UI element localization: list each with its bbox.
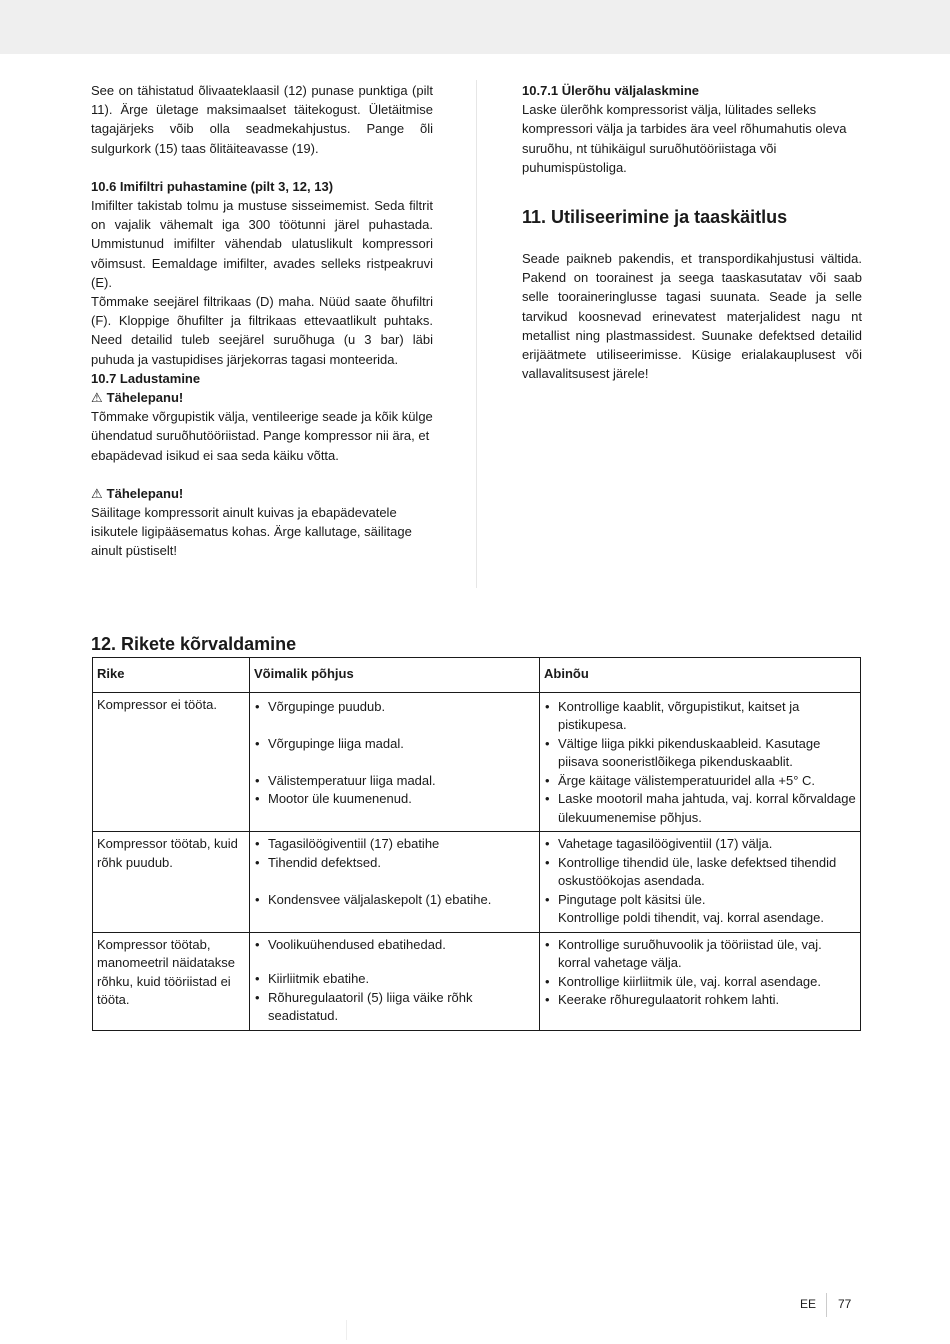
- fault-cell: Kompressor töötab, kuid rõhk puudub.: [93, 832, 250, 933]
- heading-12: 12. Rikete kõrvaldamine: [91, 634, 297, 654]
- list-item: • Voolikuühendused ebatihedad.: [254, 936, 535, 955]
- troubleshooting-table: [92, 657, 861, 1031]
- list-item: • Laske mootoril maha jahtuda, vaj. korral kõrvaldage ülekuumenemise põhjus.: [544, 790, 856, 827]
- table-row: [93, 692, 861, 832]
- list-item: • Pingutage polt käsitsi üle.: [544, 891, 856, 910]
- oil-level-paragraph: See on tähistatud õlivaateklaasil (12) punase punktiga (pilt 11). Ärge ületage maksimaalset täitekogust. Ületäitmise tagajärjeks võib olla seadmekahjustus. Pange õli sulgurkork (15) taas õlitäiteavasse (19).: [91, 83, 433, 156]
- list-item: • Tagasilöögiventiil (17) ebatihe: [254, 835, 535, 854]
- list-item: • Kondensvee väljalaskepolt (1) ebatihe.: [254, 891, 535, 910]
- top-bar: [0, 0, 950, 54]
- heading-10-7-1: 10.7.1 Ülerõhu väljalaskmine: [522, 83, 700, 98]
- list-item: • Kontrollige suruõhuvoolik ja tööriistad üle, vaj. korral vahetage välja.: [544, 936, 856, 973]
- pressure-release-paragraph: Laske ülerõhk kompressorist välja, lülitades selleks kompressori välja ja tarbides ära veel rõhumahutis oleva suruõhu, nt tühikäigul suruõhutööriistaga või puhumispüstoliga.: [522, 102, 847, 175]
- heading-11: 11. Utiliseerimine ja taaskäitlus: [522, 207, 788, 228]
- list-item: • Vahetage tagasilöögiventiil (17) välja.: [544, 835, 856, 854]
- cause-cell: [250, 832, 540, 933]
- list-item: • Kiirliitmik ebatihe.: [254, 970, 535, 989]
- left-column: [91, 81, 433, 561]
- warning-1-label: Tähelepanu!: [106, 390, 184, 406]
- fault-cell: Kompressor töötab, manomeetril näidatakse rõhku, kuid tööriistad ei tööta.: [93, 932, 250, 1030]
- fault-cell: Kompressor ei tööta.: [93, 692, 250, 832]
- list-item: • Tihendid defektsed.: [254, 854, 535, 873]
- disposal-paragraph: Seade paikneb pakendis, et transpordikahjustusi vältida. Pakend on toorainest ja seega taaskasutatav või saab selle tooraineringlusse tagasi suunata. Seade ja selle tarvikud koosnevad erinevatest materjalidest nagu nt metallist ning plastmassidest. Suunake defektsed detailid erijäätmete utiliseerimisse. Küsige erialakauplusest või vallavalitsusest järele!: [522, 251, 862, 382]
- remedy-cell: [540, 832, 861, 933]
- right-column: [522, 81, 862, 383]
- list-item: • Mootor üle kuumenenud.: [254, 790, 535, 809]
- table-row: [93, 932, 861, 1030]
- col-header-fault: Rike: [93, 658, 250, 693]
- list-item: • Kontrollige tihendid üle, laske defektsed tihendid oskustöökojas asendada.: [544, 854, 856, 891]
- list-item: • Keerake rõhuregulaatorit rohkem lahti.: [544, 991, 856, 1010]
- cause-cell: [250, 932, 540, 1030]
- cause-cell: [250, 692, 540, 832]
- page-number: 77: [838, 1297, 852, 1311]
- warning-triangle-icon: ⚠: [91, 390, 103, 406]
- list-item: • Kontrollige kiirliitmik üle, vaj. korral asendage.: [544, 973, 856, 992]
- storage-paragraph-1: Tõmmake võrgupistik välja, ventileerige seade ja kõik külge ühendatud suruõhutööriistad. Pange kompressor nii ära, et ebapädevad isikud ei saa seda käiku võtta.: [91, 409, 433, 463]
- heading-10-7: 10.7 Ladustamine: [91, 370, 201, 386]
- warning-2: [91, 484, 433, 503]
- list-item: • Vältige liiga pikki pikenduskaableid. Kasutage piisava sooneristlõikega pikenduskaablit.: [544, 735, 856, 772]
- table-header-row: [93, 658, 861, 693]
- warning-2-label: Tähelepanu!: [106, 485, 184, 501]
- language-code: EE: [800, 1297, 817, 1311]
- list-item: • Rõhuregulaatoril (5) liiga väike rõhk seadistatud.: [254, 989, 535, 1026]
- remedy-cell: [540, 932, 861, 1030]
- remedy-cell: [540, 692, 861, 832]
- col-header-remedy: Abinõu: [540, 658, 861, 693]
- list-item: • Kontrollige kaablit, võrgupistikut, kaitset ja pistikupesa.: [544, 698, 856, 735]
- list-item: • Ärge käitage välistemperatuuridel alla +5° C.: [544, 772, 856, 791]
- table-row: [93, 832, 861, 933]
- warning-triangle-icon: ⚠: [91, 485, 103, 501]
- warning-1: [91, 388, 433, 407]
- filter-paragraph-1: Imifilter takistab tolmu ja mustuse sisseimemist. Seda filtrit on vajalik vähemalt iga 300 töötunni järel puhastada. Ummistunud imifilter vähendab ulatuslikult kompressori võimsust. Eemaldage imifilter, avades selleks ristpeakruvi (E).: [91, 198, 433, 290]
- storage-paragraph-2: Säilitage kompressorit ainult kuivas ja ebapädevatele isikutele ligipääsematus kohas. Ärge kallutage, säilitage ainult püstiselt!: [91, 505, 412, 559]
- col-header-cause: Võimalik põhjus: [250, 658, 540, 693]
- list-item: • Võrgupinge puudub.: [254, 698, 535, 717]
- list-item: • Välistemperatuur liiga madal.: [254, 772, 535, 791]
- list-item-continuation: Kontrollige poldi tihendit, vaj. korral asendage.: [558, 910, 824, 925]
- column-divider: [476, 80, 477, 588]
- list-item: • Võrgupinge liiga madal.: [254, 735, 535, 754]
- heading-10-6: 10.6 Imifiltri puhastamine (pilt 3, 12, 13): [91, 178, 334, 194]
- crop-mark: [346, 1320, 347, 1340]
- footer-separator: [826, 1293, 827, 1317]
- filter-paragraph-2: Tõmmake seejärel filtrikaas (D) maha. Nüüd saate õhufiltri (F). Kloppige õhufilter ja filtrikaas ettevaatlikult puhtaks. Need detailid tuleb seejärel suruõhuga (u 3 bar) läbi puhuda ja vastupidises järjekorras tagasi monteerida.: [91, 294, 433, 367]
